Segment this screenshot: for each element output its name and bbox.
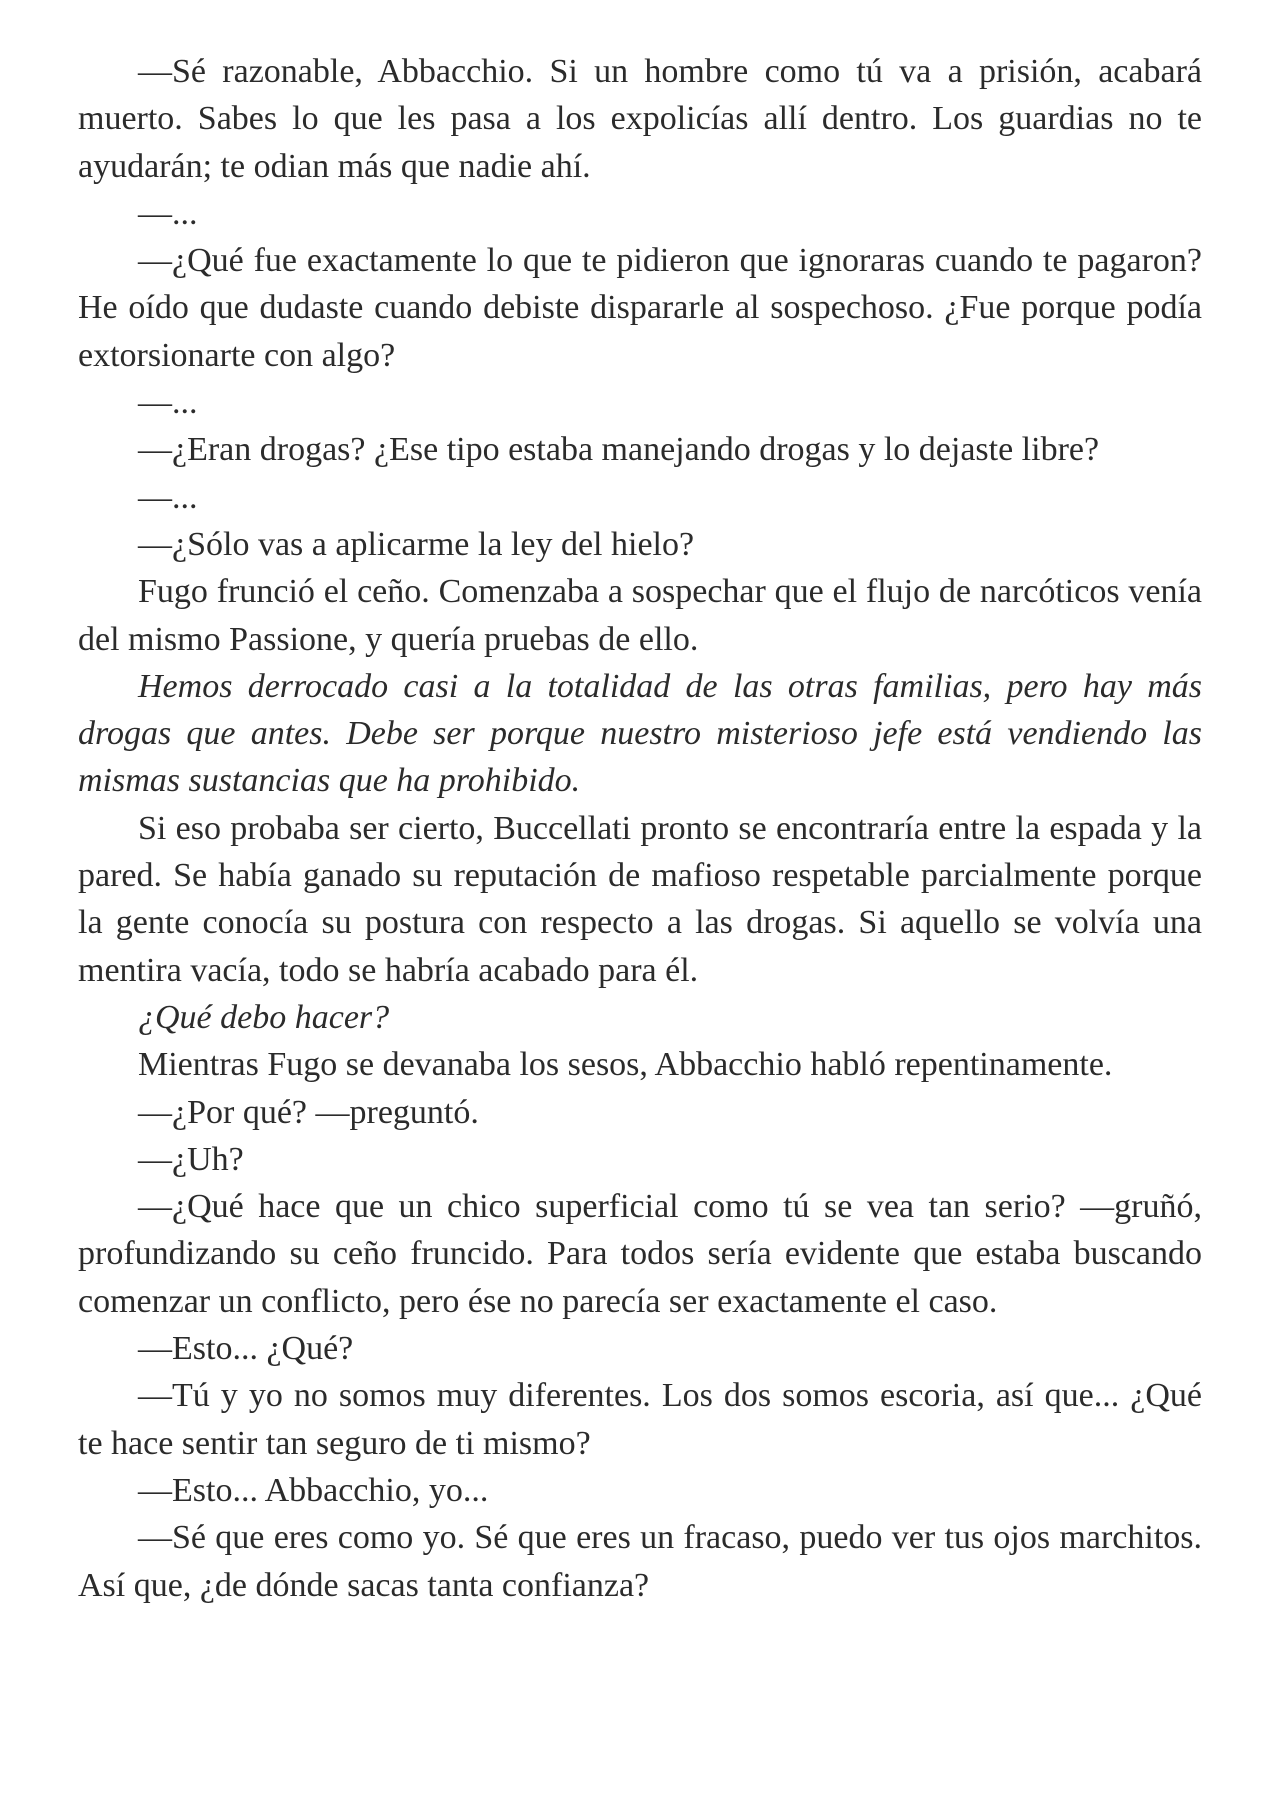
paragraph: —... [138,384,198,422]
paragraph: —Sé razonable, Abbacchio. Si un hombre como tú va a prisión, acabará muerto. Sabes lo que les pasa a los expolicías allí dentro. Los guardias no te ayudarán; te odian más que nadie ahí. [78,53,1202,185]
paragraph: —¿Qué fue exactamente lo que te pidieron que ignoraras cuando te pagaron? He oído que dudaste cuando debiste dispararle al sospechoso. ¿Fue porque podía extorsionarte con algo? [78,242,1202,374]
paragraph: —... [138,194,198,232]
paragraph: —¿Uh? [138,1140,244,1178]
paragraph: —Esto... ¿Qué? [138,1330,354,1368]
paragraph: —Tú y yo no somos muy diferentes. Los dos somos escoria, así que... ¿Qué te hace sentir tan seguro de ti mismo? [78,1377,1202,1462]
paragraph: —¿Eran drogas? ¿Ese tipo estaba manejando drogas y lo dejaste libre? [138,431,1100,469]
paragraph: —Sé que eres como yo. Sé que eres un fracaso, puedo ver tus ojos marchitos. Así que, ¿de dónde sacas tanta confianza? [78,1519,1202,1604]
paragraph: Fugo frunció el ceño. Comenzaba a sospechar que el flujo de narcóticos venía del mismo Passione, y quería pruebas de ello. [78,573,1202,658]
paragraph: Mientras Fugo se devanaba los sesos, Abbacchio habló repentinamente. [138,1046,1113,1084]
paragraph: —¿Sólo vas a aplicarme la ley del hielo? [138,525,695,563]
paragraph: —¿Por qué? —preguntó. [138,1093,479,1131]
paragraph: Si eso probaba ser cierto, Buccellati pronto se encontraría entre la espada y la pared. Se había ganado su reputación de mafioso respetable parcialmente porque la gente conocía su postura con respecto a las drogas. Si aquello se volvía una mentira vacía, todo se habría acabado para él. [78,809,1202,989]
paragraph-thought: Hemos derrocado casi a la totalidad de las otras familias, pero hay más drogas que antes. Debe ser porque nuestro misterioso jefe está vendiendo las mismas sustancias que ha prohibido. [78,667,1202,800]
paragraph: —... [138,478,198,516]
paragraph-thought: ¿Qué debo hacer? [138,998,390,1036]
paragraph: —Esto... Abbacchio, yo... [138,1471,489,1509]
page-text [78,48,1202,1609]
paragraph: —¿Qué hace que un chico superficial como tú se vea tan serio? —gruñó, profundizando su ceño fruncido. Para todos sería evidente que estaba buscando comenzar un conflicto, pero ése no parecía ser exactamente el caso. [78,1188,1202,1320]
